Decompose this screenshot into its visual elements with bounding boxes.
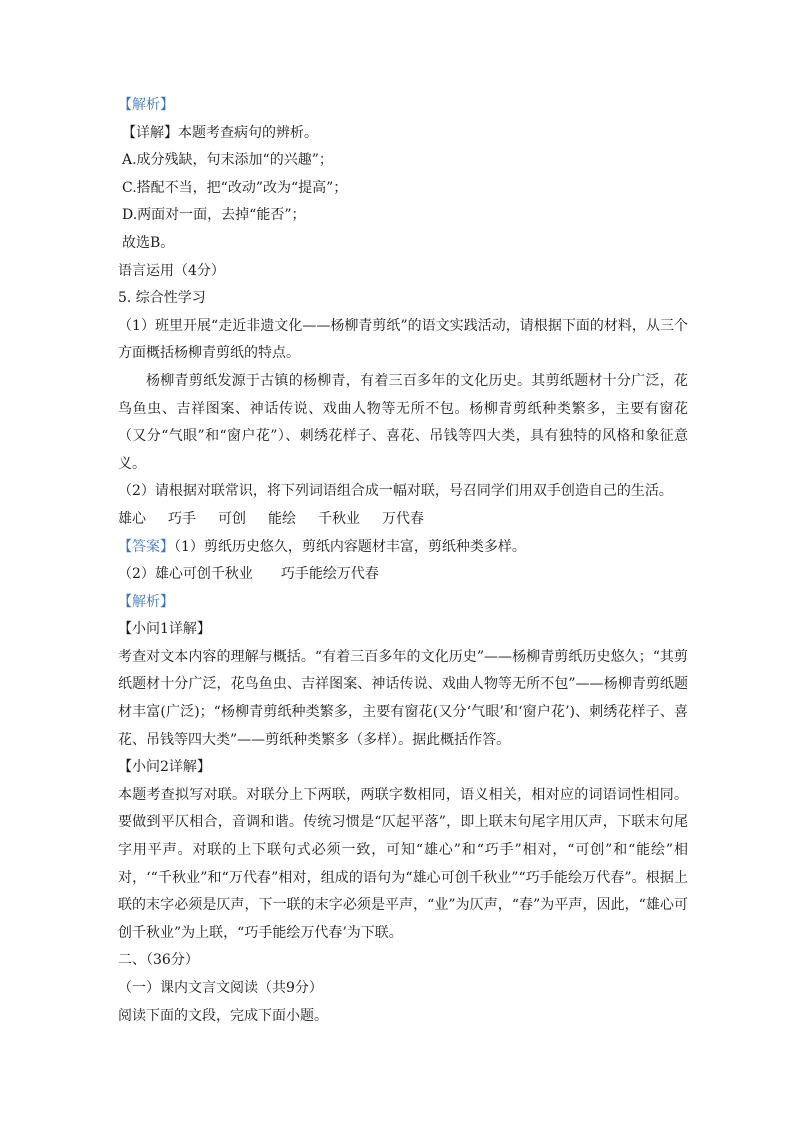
detail-line (118, 120, 688, 148)
section-heading-2: 二、（36分） (118, 952, 199, 969)
word: 雄心 (118, 510, 146, 527)
detail-text: 本题考查病句的辨析。 (178, 124, 318, 141)
reading-instruction: 阅读下面的文段，完成下面小题。 (118, 1007, 328, 1024)
q1-prompt: （1）班里开展“走近非遗文化——杨柳青剪纸”的语文实践活动，请根据下面的材料，从三个方面概括杨柳青剪纸的特点。 (118, 317, 688, 362)
section-heading-language: 语言运用（4分） (118, 262, 225, 279)
word-list (118, 506, 688, 534)
answer-1: （1）剪纸历史悠久，剪纸内容题材丰富，剪纸种类多样。 (174, 538, 526, 555)
word: 千秋业 (318, 510, 360, 527)
word: 能绘 (268, 510, 296, 527)
sub1-text: 考查对文本内容的理解与概括。“有着三百多年的文化历史”——杨柳青剪纸历史悠久；“其剪纸题材十分广泛，花鸟鱼虫、吉祥图案、神话传说、戏曲人物等无所不包”——杨柳青剪纸题材丰富(广泛)；“杨柳青剪纸种类繁多，主要有窗花(又分‘气眼’和‘窗户花’)、刺绣花样子、喜花、吊钱等四大类”——剪纸种类繁多（多样）。据此概括作答。 (118, 648, 688, 748)
word: 巧手 (168, 510, 196, 527)
sub2-text: 本题考查拟写对联。对联分上下两联，两联字数相同，语义相关，相对应的词语词性相同。要做到平仄相合，音调和谐。传统习惯是“仄起平落”，即上联末句尾字用仄声，下联末句尾字用平声。对联的上下联句式必须一致，可知“雄心”和“巧手”相对，“可创”和“能绘”相对，‘“千秋业”和“万代春”相对，组成的语句为“雄心可创千秋业”“巧手能绘万代春”。根据上联的末字必须是仄声，下一联的末字必须是平声，“业”为仄声，“春”为平声，因此，“雄心可创千秋业”为上联，“巧手能绘万代春’为下联。 (118, 786, 688, 941)
detail-label: 【详解】 (122, 124, 178, 141)
answer-line (118, 534, 688, 562)
answer-label: 【答案】 (118, 538, 174, 555)
subsection-heading: （一）课内文言文阅读（共9分） (118, 980, 323, 996)
analysis-label: 【解析】 (118, 97, 174, 113)
word: 可创 (218, 510, 246, 527)
material-paragraph: 杨柳青剪纸发源于古镇的杨柳青，有着三百多年的文化历史。其剪纸题材十分广泛，花鸟鱼虫、吉祥图案、神话传说、戏曲人物等无所不包。杨柳青剪纸种类繁多，主要有窗花（又分“气眼”和“窗户花”）、刺绣花样子、喜花、吊钱等四大类，具有独特的风格和象征意义。 (118, 372, 688, 472)
conclusion: 故选B。 (122, 234, 175, 251)
answer-2: （2）雄心可创千秋业 巧手能绘万代春 (118, 566, 379, 583)
sub1-label: 【小问1详解】 (118, 621, 211, 638)
word: 万代春 (382, 510, 424, 527)
question-title: 5. 综合性学习 (118, 290, 206, 307)
sub2-label: 【小问2详解】 (118, 759, 211, 776)
q2-prompt: （2）请根据对联常识，将下列词语组合成一幅对联，号召同学们用双手创造自己的生活。 (118, 483, 673, 500)
option-c: C.搭配不当，把“改动”改为“提高”； (122, 179, 348, 196)
document-page (118, 92, 688, 1030)
option-d: D.两面对一面，去掉“能否”； (122, 207, 306, 224)
option-a: A.成分残缺，句末添加“的兴趣”； (122, 152, 333, 169)
analysis-label-2: 【解析】 (118, 593, 174, 610)
